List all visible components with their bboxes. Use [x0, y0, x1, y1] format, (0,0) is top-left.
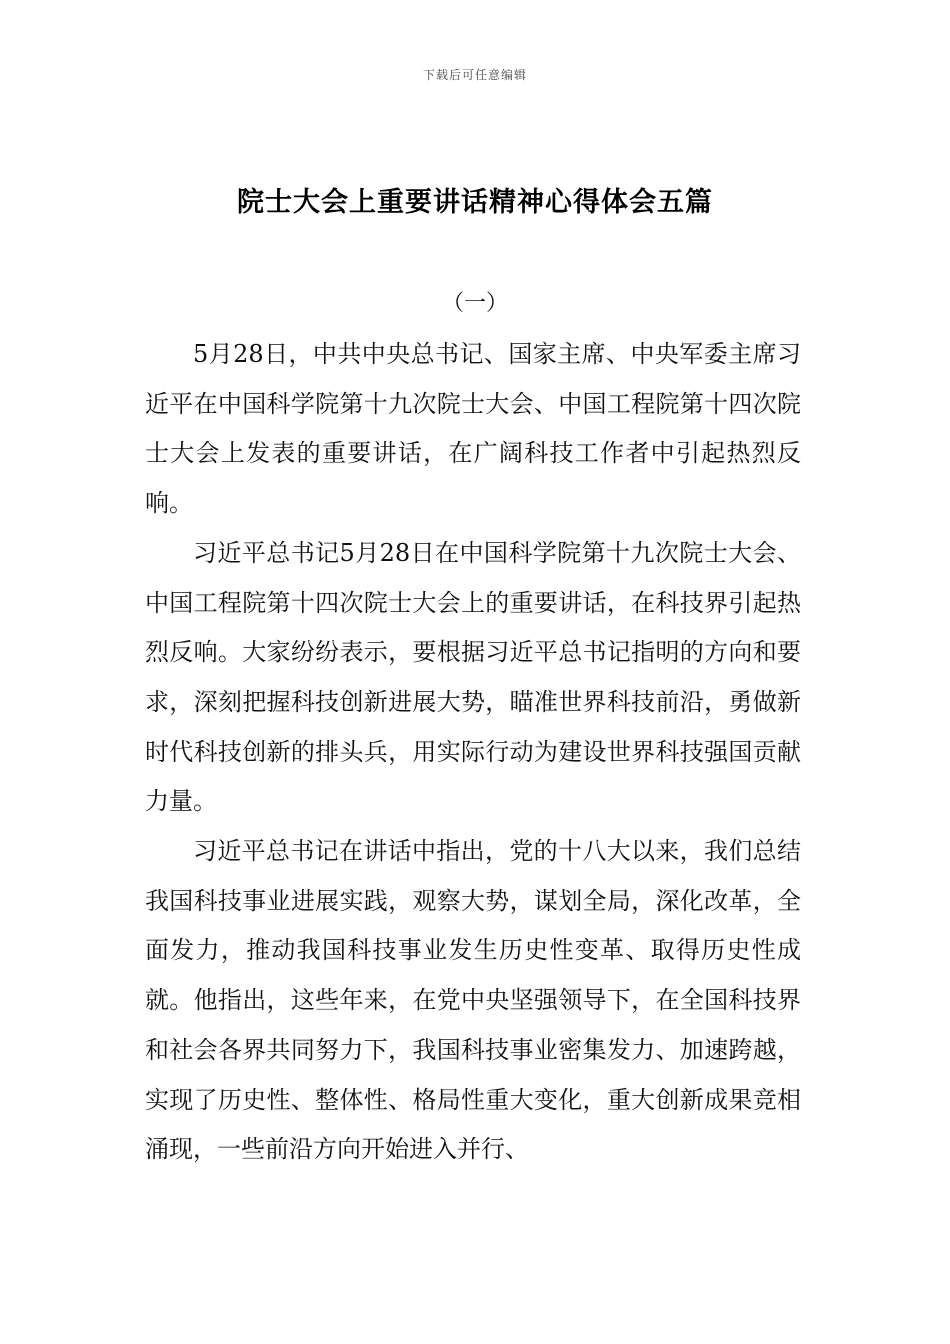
- paragraph-3: 习近平总书记在讲话中指出，党的十八大以来，我们总结我国科技事业进展实践，观察大势，谋划全局，深化改革，全面发力，推动我国科技事业发生历史性变革、取得历史性成就。他指出，这些年来，在党中央坚强领导下，在全国科技界和社会各界共同努力下，我国科技事业密集发力、加速跨越，实现了历史性、整体性、格局性重大变化，重大创新成果竞相涌现，一些前沿方向开始进入并行、: [145, 837, 801, 1164]
- paragraph-1: 5月28日，中共中央总书记、国家主席、中央军委主席习近平在中国科学院第十九次院士大会、中国工程院第十四次院士大会上发表的重要讲话，在广阔科技工作者中引起热烈反响。: [145, 340, 801, 518]
- header-note: 下载后可任意编辑: [422, 68, 527, 82]
- section-marker: （一）: [441, 291, 508, 316]
- document-title: 院士大会上重要讲话精神心得体会五篇: [237, 187, 713, 218]
- paragraph-2: 习近平总书记5月28日在中国科学院第十九次院士大会、中国工程院第十四次院士大会上的重要讲话，在科技界引起热烈反响。大家纷纷表示，要根据习近平总书记指明的方向和要求，深刻把握科技创新进展大势，瞄准世界科技前沿，勇做新时代科技创新的排头兵，用实际行动为建设世界科技强国贡献力量。: [145, 538, 801, 816]
- document-body: [145, 330, 801, 1175]
